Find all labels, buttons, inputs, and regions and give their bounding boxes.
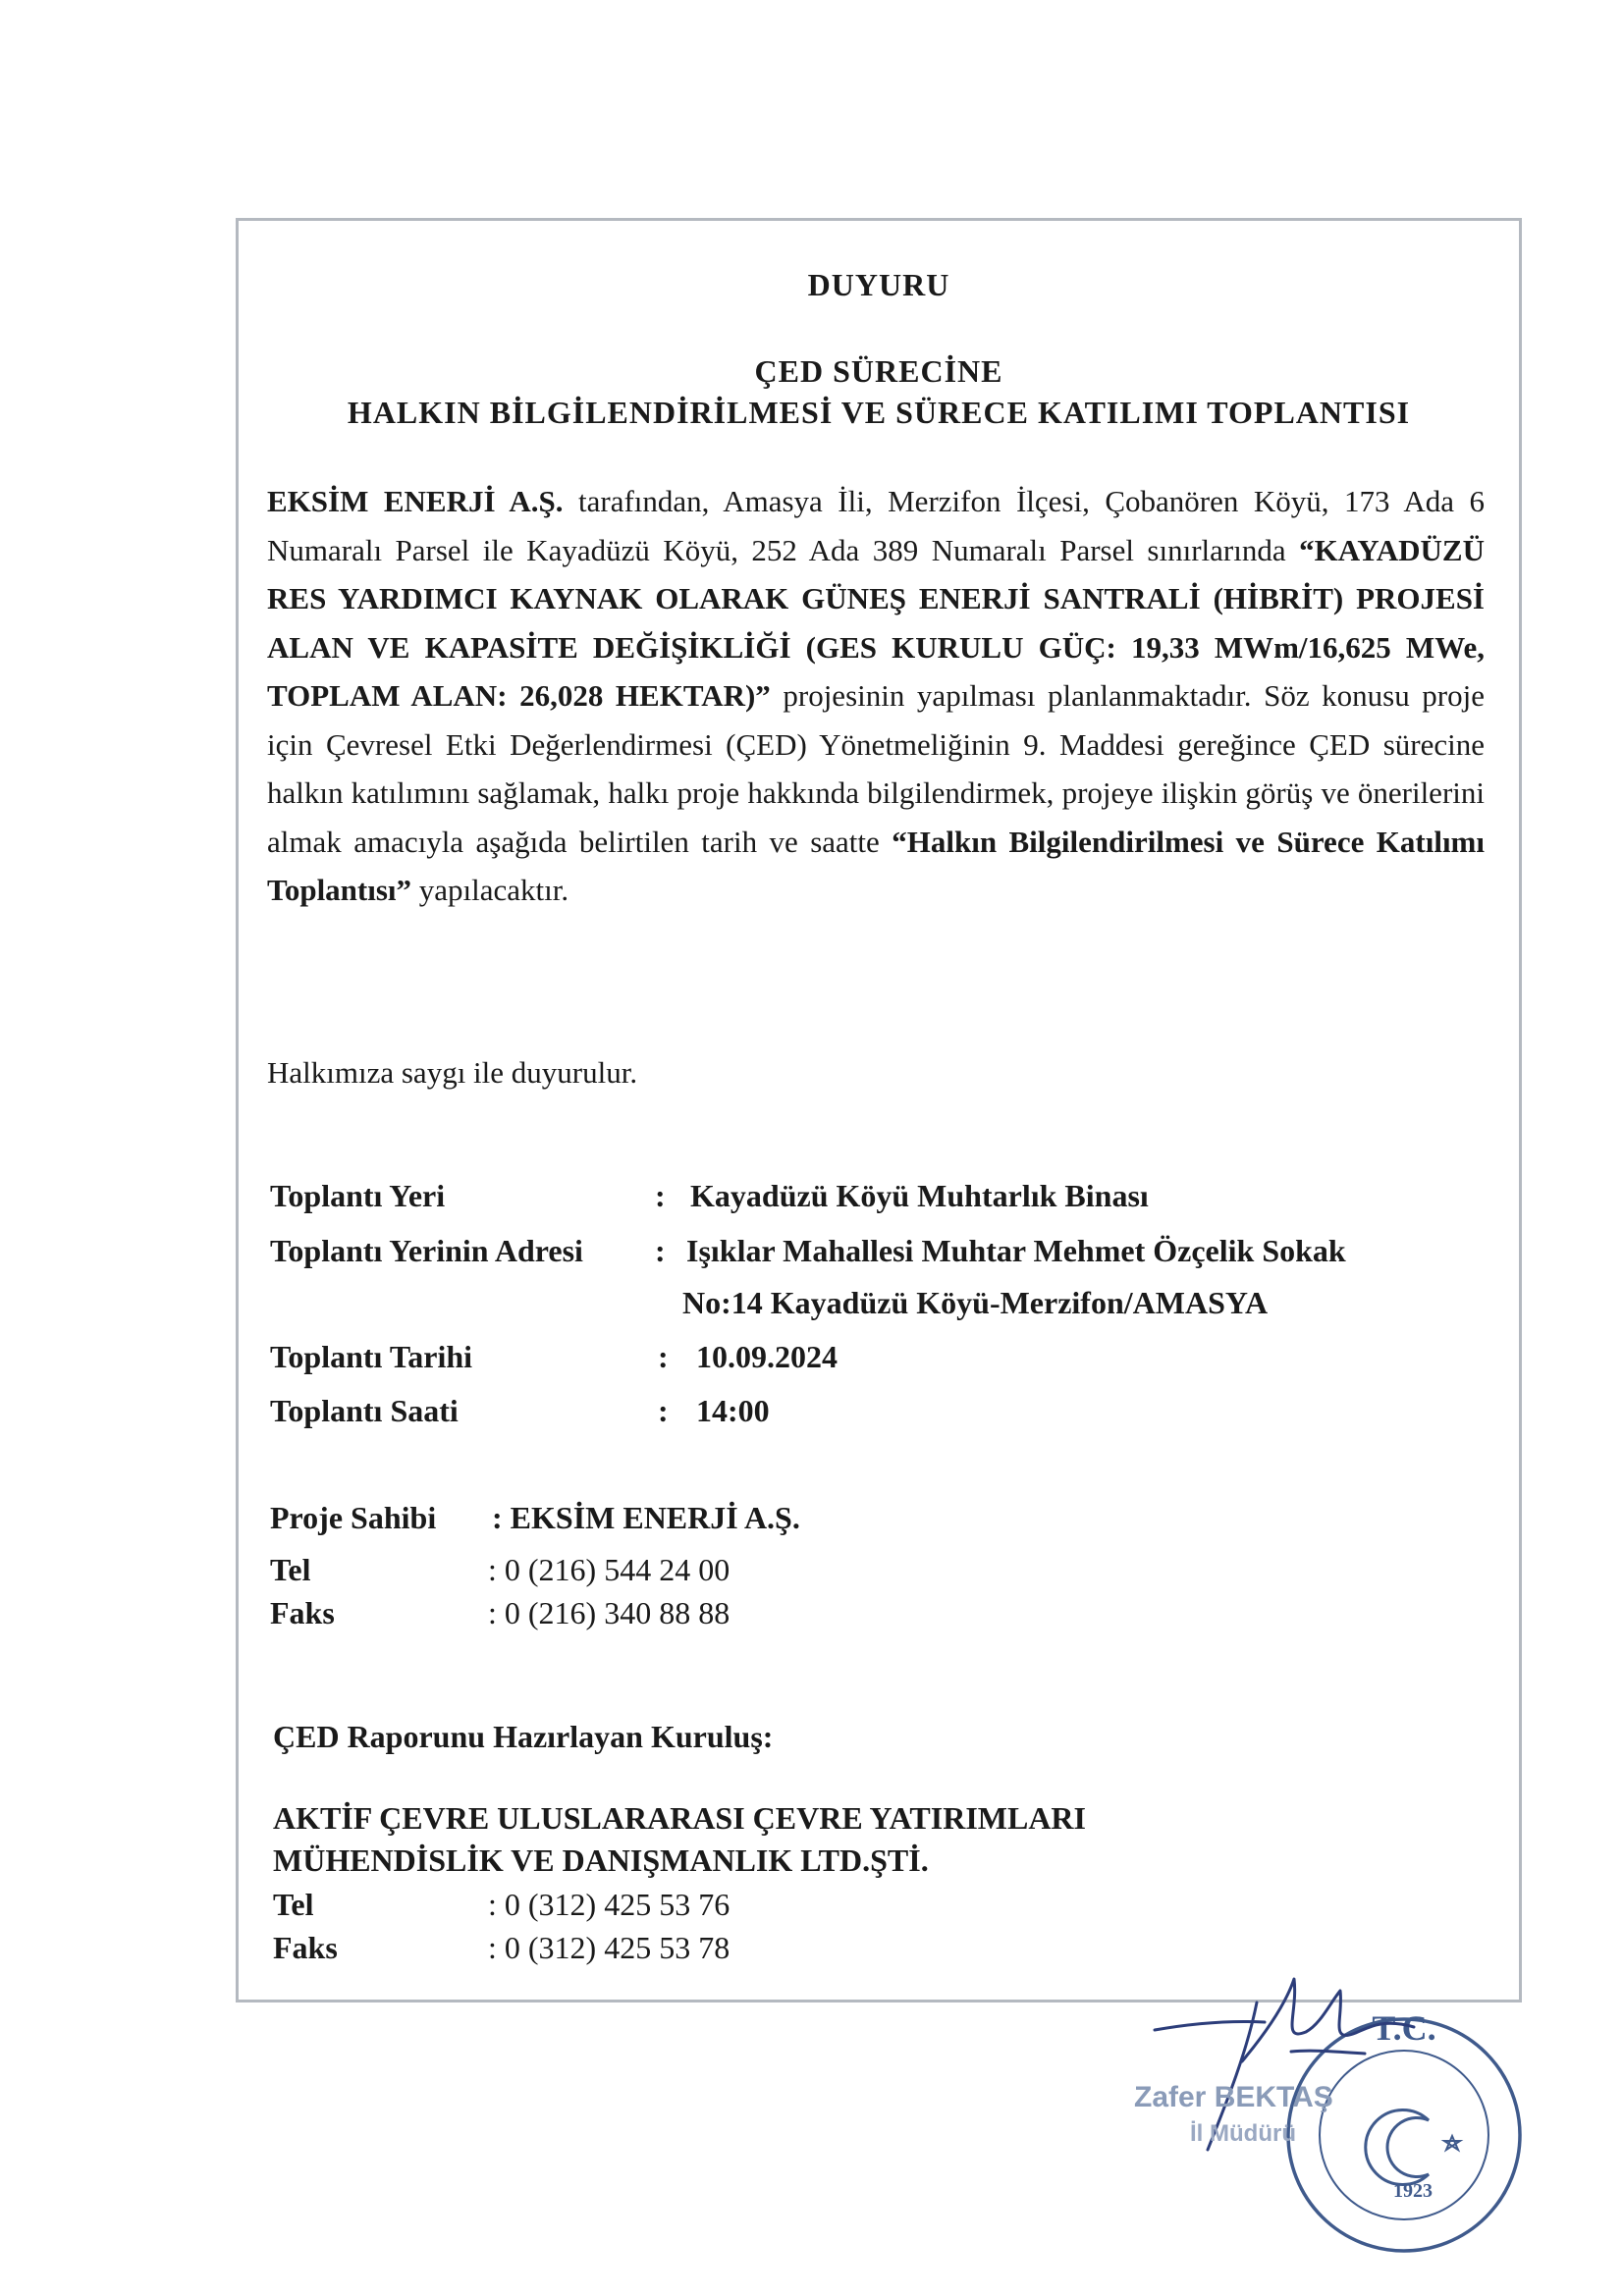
preparer-heading: ÇED Raporunu Hazırlayan Kuruluş: bbox=[273, 1719, 774, 1754]
subheading-line-2: HALKIN BİLGİLENDİRİLMESİ VE SÜRECE KATILIMI TOPLANTISI bbox=[347, 395, 1411, 430]
meeting-place-label: Toplantı Yeri bbox=[270, 1178, 446, 1213]
owner-label: Proje Sahibi bbox=[270, 1500, 437, 1535]
meeting-time-value: 14:00 bbox=[696, 1393, 770, 1428]
signer-name: Zafer BEKTAŞ bbox=[1134, 2081, 1333, 2113]
meeting-date-colon: : bbox=[658, 1339, 669, 1374]
seal-year: 1923 bbox=[1393, 2180, 1433, 2202]
owner-fax-value: : 0 (216) 340 88 88 bbox=[488, 1595, 730, 1630]
meeting-time-label: Toplantı Saati bbox=[270, 1393, 459, 1428]
meeting-address-line-1: Işıklar Mahallesi Muhtar Mehmet Özçelik Sokak bbox=[686, 1233, 1346, 1268]
preparer-name-line-2: MÜHENDİSLİK VE DANIŞMANLIK LTD.ŞTİ. bbox=[273, 1842, 929, 1878]
body-text-3: yapılacaktır. bbox=[411, 873, 569, 907]
closing-line: Halkımıza saygı ile duyurulur. bbox=[267, 1055, 638, 1090]
meeting-title: “Halkın Bilgilendirilmesi ve Sürece Katılımı Toplantısı” bbox=[267, 824, 1485, 907]
meeting-place-value: Kayadüzü Köyü Muhtarlık Binası bbox=[690, 1178, 1149, 1213]
announcement-body bbox=[267, 477, 1485, 915]
preparer-tel-value: : 0 (312) 425 53 76 bbox=[488, 1887, 730, 1922]
signer-title: İl Müdürü bbox=[1190, 2120, 1296, 2147]
preparer-fax-value: : 0 (312) 425 53 78 bbox=[488, 1930, 730, 1965]
meeting-date-label: Toplantı Tarihi bbox=[270, 1339, 473, 1374]
subheading-line-1: ÇED SÜRECİNE bbox=[754, 353, 1003, 389]
body-text-1: tarafından, Amasya İli, Merzifon İlçesi, Çobanören Köyü, 173 Ada 6 Numaralı Parsel ile Kayadüzü Köyü, 252 Ada 389 Numaralı Parsel sınırlarında bbox=[267, 484, 1486, 567]
project-title: “KAYADÜZÜ RES YARDIMCI KAYNAK OLARAK GÜNEŞ ENERJİ SANTRALİ (HİBRİT) PROJESİ ALAN VE KAPASİTE DEĞİŞİKLİĞİ (GES KURULU GÜÇ: 19,33 MWm/16,625 MWe, TOPLAM ALAN: 26,028 HEKTAR)” bbox=[267, 532, 1485, 713]
owner-tel-value: : 0 (216) 544 24 00 bbox=[488, 1552, 730, 1587]
preparer-tel-label: Tel bbox=[273, 1887, 314, 1922]
meeting-address-line-2: No:14 Kayadüzü Köyü-Merzifon/AMASYA bbox=[682, 1285, 1269, 1320]
seal-center-text: T.C. bbox=[1372, 2008, 1436, 2048]
body-text-2: projesinin yapılması planlanmaktadır. Söz konusu proje için Çevresel Etki Değerlendirmesi (ÇED) Yönetmeliğinin 9. Maddesi gereğince ÇED sürecine halkın katılımını sağlamak, halkı proje hakkında bilgilendirmek, projeye ilişkin görüş ve önerilerini almak amacıyla aşağıda belirtilen tarih ve saatte bbox=[267, 678, 1485, 859]
owner-tel-label: Tel bbox=[270, 1552, 311, 1587]
owner-fax-label: Faks bbox=[270, 1595, 335, 1630]
announcement-heading: DUYURU bbox=[807, 267, 950, 302]
meeting-time-colon: : bbox=[658, 1393, 669, 1428]
meeting-address-colon: : bbox=[655, 1233, 666, 1268]
owner-value: : EKSİM ENERJİ A.Ş. bbox=[492, 1500, 800, 1535]
company-name: EKSİM ENERJİ A.Ş. bbox=[267, 484, 564, 518]
meeting-address-label: Toplantı Yerinin Adresi bbox=[270, 1233, 583, 1268]
meeting-place-colon: : bbox=[655, 1178, 666, 1213]
preparer-fax-label: Faks bbox=[273, 1930, 338, 1965]
preparer-name-line-1: AKTİF ÇEVRE ULUSLARARASI ÇEVRE YATIRIMLARI bbox=[273, 1800, 1086, 1836]
meeting-date-value: 10.09.2024 bbox=[696, 1339, 838, 1374]
